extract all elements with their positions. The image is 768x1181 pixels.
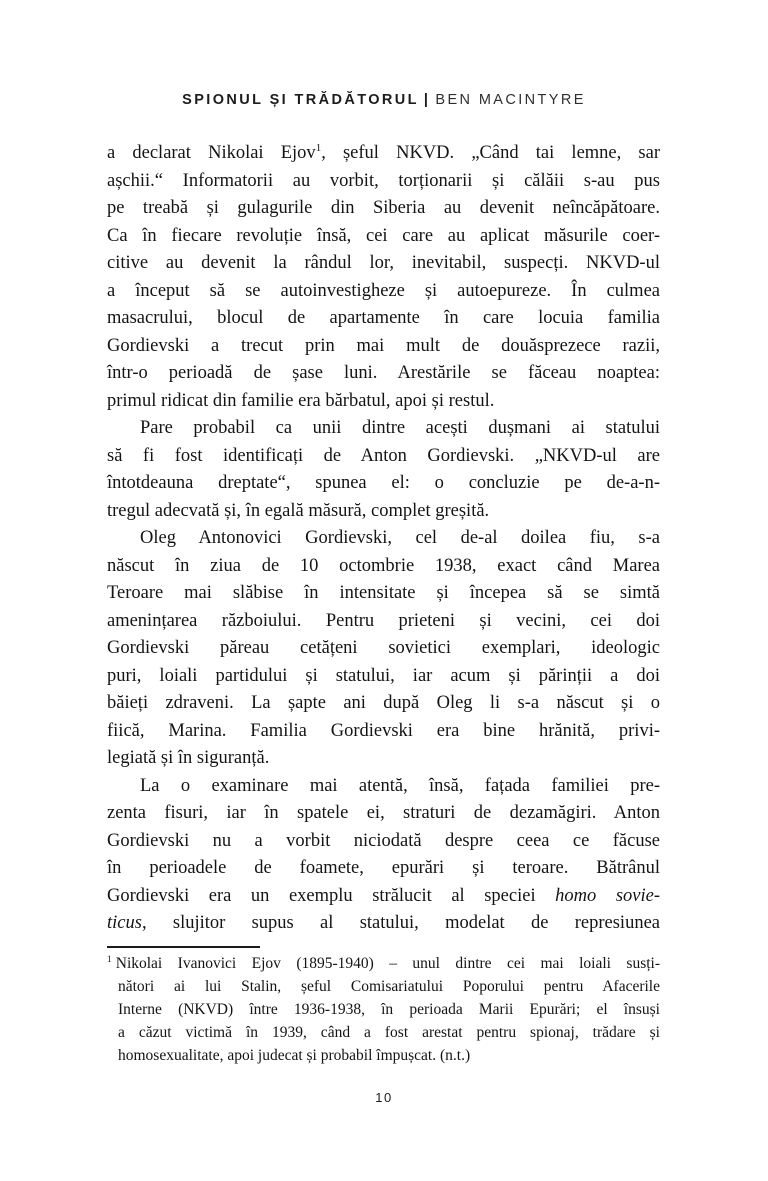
text-line: fiică, Marina. Familia Gordievski era bine hrănită, privi- xyxy=(107,720,660,741)
paragraph-4 xyxy=(107,773,660,938)
text-line: pe treabă și gulagurile din Siberia au devenit neîncăpătoare. xyxy=(107,198,660,218)
text-line: primul ridicat din familie era bărbatul, apoi și restul. xyxy=(107,390,495,411)
text-line: născut în ziua de 10 octombrie 1938, exact când Marea xyxy=(107,555,660,576)
footnote-separator-rule xyxy=(107,946,260,948)
footnote-line: nători ai lui Stalin, șeful Comisariatului Poporului pentru Afacerile xyxy=(118,978,660,995)
paragraph-2 xyxy=(107,415,660,525)
footnote-marker: 1 xyxy=(107,954,112,965)
paragraph-3 xyxy=(107,525,660,773)
footnote-line: Interne (NKVD) între 1936-1938, în perioada Marii Epurări; el însuși xyxy=(118,1001,660,1018)
text-line: a început să se autoinvestigheze și autoepureze. În culmea xyxy=(107,280,660,301)
text-line: citive au devenit la rândul lor, inevitabil, suspecți. NKVD-ul xyxy=(107,253,660,273)
text-line: să fi fost identificați de Anton Gordievski. „NKVD-ul are xyxy=(107,445,660,466)
text-line: tregul adecvată și, în egală măsură, complet greșită. xyxy=(107,500,490,521)
paragraph-1 xyxy=(107,140,660,415)
text-line: Ca în fiecare revoluție însă, cei care au aplicat măsurile coer- xyxy=(107,225,660,246)
text-line: Gordievski a trecut prin mai mult de douăsprezece razii, xyxy=(107,335,660,356)
text-line: Gordievski nu a vorbit niciodată despre ceea ce făcuse xyxy=(107,830,660,851)
footnote-reference: 1 xyxy=(315,141,322,154)
footnote-line: a căzut victimă în 1939, când a fost arestat pentru spionaj, trădare și xyxy=(118,1024,660,1041)
text-line: La o examinare mai atentă, însă, fațada familiei pre- xyxy=(140,775,660,796)
text-run: Gordievski era un exemplu strălucit al speciei xyxy=(107,885,556,906)
footnote xyxy=(107,952,660,1067)
header-author: BEN MACINTYRE xyxy=(435,92,586,108)
text-line: băieți zdraveni. La șapte ani după Oleg li s-a născut și o xyxy=(107,693,660,713)
text-line: așchii.“ Informatorii au vorbit, torționarii și călăii s-au pus xyxy=(107,170,660,191)
text-line: într-o perioadă de șase luni. Arestările se făceau noaptea: xyxy=(107,363,660,383)
text-line xyxy=(107,910,660,938)
text-line: întotdeauna dreptate“, spunea el: o concluzie pe de-a-n- xyxy=(107,473,660,493)
text-line: legiată și în siguranță. xyxy=(107,748,270,768)
text-line: zenta fisuri, iar în spatele ei, straturi de dezamăgiri. Anton xyxy=(107,803,660,823)
text-line xyxy=(107,883,660,911)
italic-text-run: ticus xyxy=(107,913,142,933)
italic-text-run: homo sovie- xyxy=(555,885,660,906)
text-line: puri, loiali partidului și statului, iar acum și părinții a doi xyxy=(107,665,660,686)
text-run: , slujitor supus al statului, modelat de represiunea xyxy=(141,913,660,933)
text-run: , șeful NKVD. „Când tai lemne, sar xyxy=(321,143,660,163)
page-body xyxy=(107,140,660,938)
text-run: Nikolai Ivanovici Ejov (1895-1940) – unul dintre cei mai loiali susți- xyxy=(115,955,660,972)
text-line: în perioadele de foamete, epurări și teroare. Bătrânul xyxy=(107,858,660,878)
page-number: 10 xyxy=(375,1090,393,1105)
footnote-line: homosexualitate, apoi judecat și probabil împușcat. (n.t.) xyxy=(118,1047,471,1064)
text-line: Oleg Antonovici Gordievski, cel de-al doilea fiu, s-a xyxy=(140,528,660,548)
text-run: a declarat Nikolai Ejov xyxy=(107,143,316,163)
running-header xyxy=(0,92,768,108)
text-line: Teroare mai slăbise în intensitate și începea să se simtă xyxy=(107,583,660,603)
text-line: amenințarea războiului. Pentru prieteni și vecini, cei doi xyxy=(107,610,660,631)
text-line xyxy=(107,140,660,168)
footnote-line xyxy=(107,952,660,975)
text-line: masacrului, blocul de apartamente în care locuia familia xyxy=(107,308,660,328)
header-separator: | xyxy=(423,92,431,108)
header-book-title: SPIONUL ȘI TRĂDĂTORUL xyxy=(182,92,419,108)
text-line: Pare probabil ca unii dintre acești dușmani ai statului xyxy=(140,418,660,438)
text-line: Gordievski păreau cetățeni sovietici exemplari, ideologic xyxy=(107,638,660,658)
